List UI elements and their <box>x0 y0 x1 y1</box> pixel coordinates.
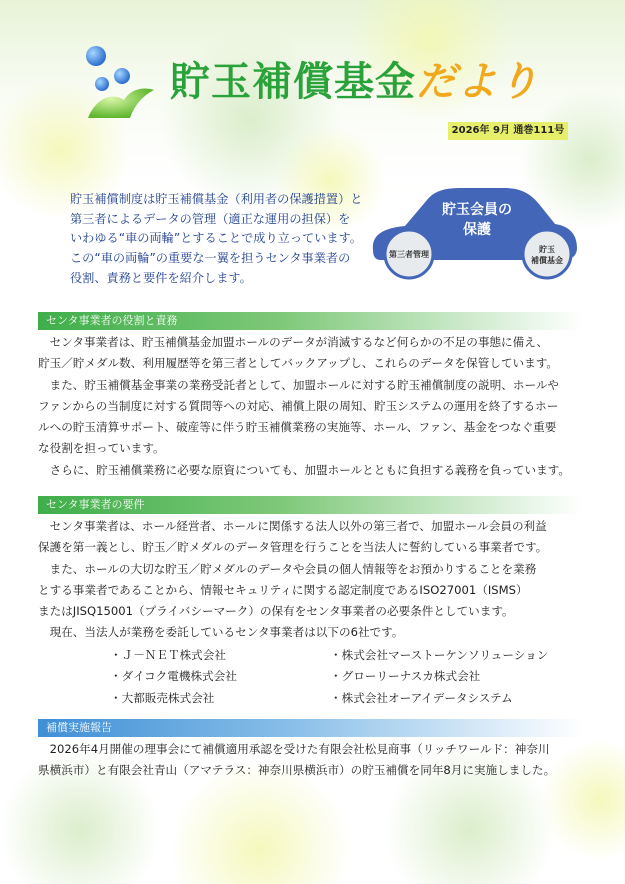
car-title-line2: 保護 <box>463 222 491 238</box>
newsletter-title <box>170 52 539 112</box>
body-line: ファンからの当制度に対する質問等への対応、補償上限の周知、貯玉システムの運用を終了するホー <box>38 398 559 413</box>
company-column-left <box>110 645 237 709</box>
left-wheel-label: 第三者管理 <box>389 250 429 259</box>
body-line: またはJISQ15001（プライバシーマーク）の保有をセンタ事業者の必要条件としています。 <box>38 604 514 619</box>
body-line: 保護を第一義とし、貯玉／貯メダルのデータ管理を行うことを当法人に誓約している事業者です。 <box>38 540 548 555</box>
intro-line: 貯玉補償制度は貯玉補償基金（利用者の保護措置）と <box>70 192 363 206</box>
issue-badge: 2026年 9月 通巻111号 <box>448 122 568 140</box>
intro-text <box>70 190 370 289</box>
car-illustration <box>365 180 580 280</box>
body-line: また、貯玉補償基金事業の業務受託者として、加盟ホールに対する貯玉補償制度の説明、ホールや <box>38 377 560 392</box>
company-item: ・グローリーナスカ株式会社 <box>330 669 481 684</box>
body-line: 貯玉／貯メダル数、利用履歴等を第三者としてバックアップし、これらのデータを保管しています。 <box>38 356 558 371</box>
intro-line: 第三者によるデータの管理（適正な運用の担保）を <box>70 211 351 226</box>
car-right-wheel <box>523 230 571 278</box>
company-item: ・Ｊ－ＮＥＴ株式会社 <box>110 648 226 662</box>
section-heading-role: センタ事業者の役割と責務 <box>38 312 583 330</box>
intro-line: この“車の両輪”の重要な一翼を担うセンタ事業者の <box>70 251 351 266</box>
body-line: 2026年4月開催の理事会にて補償適用承認を受けた有限会社松見商事（リッチワールド：神奈川 <box>38 742 550 756</box>
car-title-line1: 貯玉会員の <box>442 202 512 218</box>
section-heading-requirements: センタ事業者の要件 <box>38 496 583 514</box>
section-heading-report: 補償実施報告 <box>38 719 583 737</box>
company-item: ・大都販売株式会社 <box>110 690 215 705</box>
section-body-requirements <box>38 516 588 644</box>
body-line: さらに、貯玉補償業務に必要な原資についても、加盟ホールとともに負担する義務を負っています。 <box>38 462 570 477</box>
company-item: ・株式会社オーアイデータシステム <box>330 690 513 705</box>
body-line: ルへの貯玉清算サポート、破産等に伴う貯玉補償業務の実施等、ホール、ファン、基金をつなぐ重要 <box>38 420 557 435</box>
title-sub: だより <box>416 59 539 105</box>
body-line: センタ事業者は、貯玉補償基金加盟ホールのデータが消滅するなど何らかの不足の事態に備え、 <box>38 335 549 349</box>
body-line: センタ事業者は、ホール経営者、ホールに関係する法人以外の第三者で、加盟ホール会員の利益 <box>38 519 547 533</box>
body-line: 県横浜市）と有限会社青山（アマテラス：神奈川県横浜市）の貯玉補償を同年8月に実施しました。 <box>38 763 556 778</box>
company-item: ・株式会社マーストーケンソリューション <box>330 648 549 662</box>
body-line: また、ホールの大切な貯玉／貯メダルのデータや会員の個人情報等をお預かりすることを業務 <box>38 561 537 576</box>
body-line: とする事業者であることから、情報セキュリティに関する認定制度であるISO27001（ISMS） <box>38 582 528 597</box>
body-line: 現在、当法人が業務を委託しているセンタ事業者は以下の6社です。 <box>38 625 404 640</box>
intro-line: 役割、責務と要件を紹介します。 <box>70 270 252 285</box>
right-wheel-label-line2: 補償基金 <box>531 256 563 265</box>
right-wheel-label-line1: 貯玉 <box>539 245 555 254</box>
title-main: 貯玉補償基金 <box>170 59 416 105</box>
company-item: ・ダイコク電機株式会社 <box>110 669 237 684</box>
company-column-right <box>330 645 548 709</box>
fund-logo <box>82 44 160 122</box>
intro-line: いわゆる“車の両輪”とすることで成り立っています。 <box>70 231 362 246</box>
section-body-report <box>38 739 588 782</box>
body-line: な役割を担っています。 <box>38 441 165 456</box>
section-body-role <box>38 332 588 481</box>
